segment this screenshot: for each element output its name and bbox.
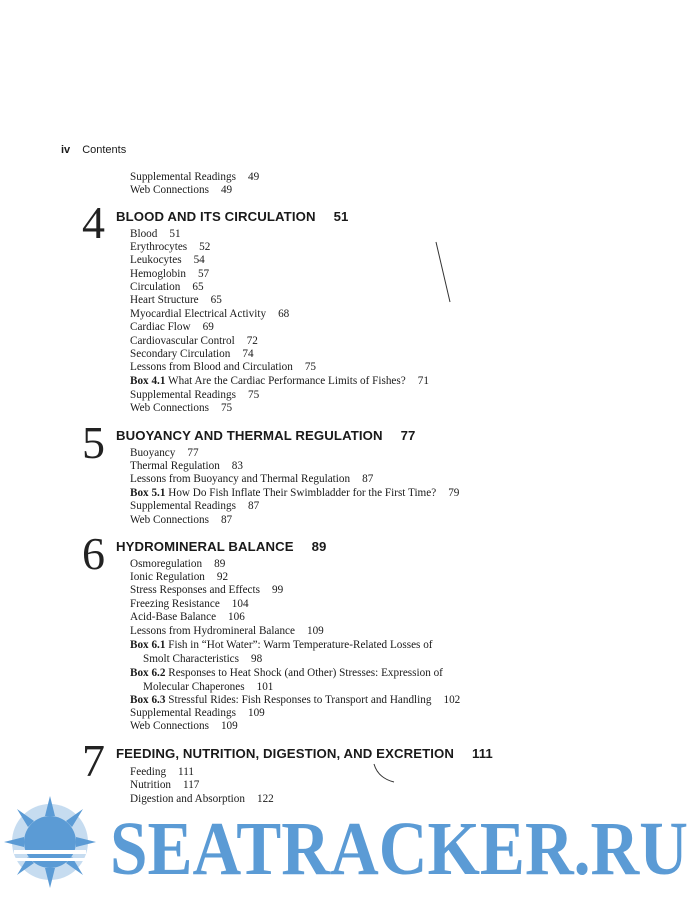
toc-entry: Hemoglobin 57 [130, 268, 210, 280]
toc-entry: Supplemental Readings 75 [130, 389, 260, 401]
toc-entry: Supplemental Readings 87 [130, 500, 260, 512]
toc-entry: Leukocytes 54 [130, 254, 205, 266]
toc-entry: Web Connections 109 [130, 720, 238, 732]
toc-entry: Digestion and Absorption 122 [130, 793, 274, 805]
toc-box-entry-continued: Smolt Characteristics 98 [143, 653, 263, 665]
toc-entry: Acid-Base Balance 106 [130, 611, 245, 623]
chapter-number: 4 [82, 197, 105, 248]
chapter-title: BUOYANCY AND THERMAL REGULATION 77 [116, 428, 416, 443]
toc-entry: Freezing Resistance 104 [130, 598, 249, 610]
toc-entry: Ionic Regulation 92 [130, 571, 229, 583]
toc-entry: Thermal Regulation 83 [130, 460, 243, 472]
toc-entry: Lessons from Hydromineral Balance 109 [130, 625, 324, 637]
toc-box-entry: Box 4.1 What Are the Cardiac Performance Limits of Fishes? 71 [130, 375, 429, 387]
toc-entry: Supplemental Readings 49 [130, 171, 260, 183]
toc-entry: Cardiac Flow 69 [130, 321, 214, 333]
toc-entry: Supplemental Readings 109 [130, 707, 265, 719]
toc-entry: Stress Responses and Effects 99 [130, 584, 284, 596]
chapter-title: FEEDING, NUTRITION, DIGESTION, AND EXCRETION 111 [116, 746, 493, 761]
sun-logo-icon [4, 796, 96, 888]
pen-mark [420, 230, 460, 310]
toc-entry: Lessons from Buoyancy and Thermal Regulation 87 [130, 473, 374, 485]
page-number: iv [61, 144, 71, 156]
toc-box-entry: Box 6.2 Responses to Heat Shock (and Other) Stresses: Expression of [130, 667, 443, 679]
toc-entry: Circulation 65 [130, 281, 204, 293]
chapter-number: 6 [82, 528, 105, 579]
watermark-text: SEATRACKER.RU [110, 807, 688, 891]
toc-entry: Blood 51 [130, 228, 181, 240]
toc-box-entry: Box 6.1 Fish in “Hot Water”: Warm Temperature-Related Losses of [130, 639, 433, 651]
toc-entry: Feeding 111 [130, 766, 194, 778]
toc-entry: Nutrition 117 [130, 779, 200, 791]
header-label: Contents [82, 144, 127, 156]
toc-entry: Cardiovascular Control 72 [130, 335, 258, 347]
toc-entry: Buoyancy 77 [130, 447, 199, 459]
toc-box-entry-continued: Molecular Chaperones 101 [143, 681, 274, 693]
chapter-title: BLOOD AND ITS CIRCULATION 51 [116, 209, 349, 224]
toc-entry: Myocardial Electrical Activity 68 [130, 308, 290, 320]
chapter-number: 7 [82, 735, 105, 786]
toc-entry: Lessons from Blood and Circulation 75 [130, 361, 317, 373]
toc-entry: Secondary Circulation 74 [130, 348, 254, 360]
toc-box-entry: Box 6.3 Stressful Rides: Fish Responses to Transport and Handling 102 [130, 694, 461, 706]
toc-entry: Web Connections 49 [130, 184, 233, 196]
toc-entry: Osmoregulation 89 [130, 558, 226, 570]
toc-entry: Erythrocytes 52 [130, 241, 211, 253]
page-header [61, 144, 126, 156]
pen-mark [370, 748, 410, 788]
toc-entry: Web Connections 87 [130, 514, 233, 526]
toc-entry: Web Connections 75 [130, 402, 233, 414]
watermark [0, 790, 700, 898]
chapter-title: HYDROMINERAL BALANCE 89 [116, 539, 327, 554]
toc-entry: Heart Structure 65 [130, 294, 222, 306]
toc-box-entry: Box 5.1 How Do Fish Inflate Their Swimbladder for the First Time? 79 [130, 487, 460, 499]
chapter-number: 5 [82, 417, 105, 468]
